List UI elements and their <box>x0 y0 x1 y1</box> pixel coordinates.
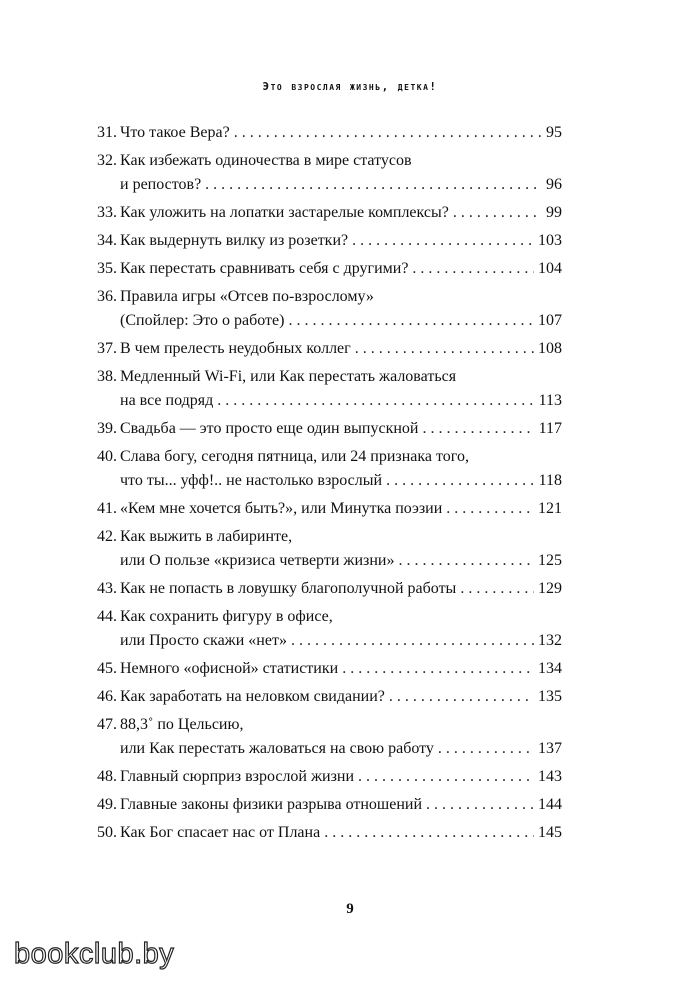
toc-entry <box>97 688 562 712</box>
toc-entry-line <box>97 580 562 604</box>
toc-entry-title: и репостов? <box>120 176 202 193</box>
toc-entry-title: Как сохранить фигуру в офисе, <box>120 608 333 625</box>
toc-entry-number: 31. <box>97 124 117 141</box>
toc-entry-number: 48. <box>97 768 117 785</box>
toc-entry-line <box>97 824 562 848</box>
toc-entry-page: 145 <box>538 824 562 841</box>
dot-leader <box>460 580 534 598</box>
toc-entry-page: 104 <box>538 260 562 277</box>
toc-entry-page: 103 <box>538 232 562 249</box>
toc-entry-number: 36. <box>97 288 117 305</box>
toc-entry-page: 95 <box>546 124 562 141</box>
toc-entry-title: Главные законы физики разрыва отношений <box>120 796 423 813</box>
toc-entry-number: 47. <box>97 716 117 733</box>
toc-entry-line <box>97 152 562 176</box>
toc-entry-number: 39. <box>97 420 117 437</box>
toc-entry-title: «Кем мне хочется быть?», или Минутка поэзии <box>120 500 443 517</box>
toc-entry <box>97 500 562 524</box>
toc-entry-title: Немного «офисной» статистики <box>120 660 339 677</box>
toc-entry-number: 33. <box>97 204 117 221</box>
toc-entry-line <box>97 448 562 472</box>
dot-leader <box>438 740 534 758</box>
toc-entry-page: 137 <box>538 740 562 757</box>
dot-leader <box>291 632 534 650</box>
toc-entry <box>97 340 562 364</box>
dot-leader <box>355 340 534 358</box>
toc-entry-page: 143 <box>538 768 562 785</box>
toc-entry-title: или Просто скажи «нет» <box>120 632 287 649</box>
toc-entry-page: 96 <box>546 176 562 193</box>
running-header: Это взрослая жизнь, детка! <box>262 80 438 93</box>
dot-leader <box>342 660 534 678</box>
toc-entry-line <box>97 288 562 312</box>
toc-entry-number: 46. <box>97 688 117 705</box>
toc-entry <box>97 152 562 200</box>
toc-entry-number: 32. <box>97 152 117 169</box>
toc-entry-line <box>97 420 562 444</box>
dot-leader <box>352 232 534 250</box>
toc-entry-page: 125 <box>538 552 562 569</box>
toc-entry-number: 38. <box>97 368 117 385</box>
toc-entry-number: 34. <box>97 232 117 249</box>
toc-entry-line <box>97 472 562 496</box>
toc-entry <box>97 528 562 576</box>
toc-entry-line <box>97 204 562 228</box>
toc-entry-line <box>97 660 562 684</box>
toc-entry-title: или О пользе «кризиса четверти жизни» <box>120 552 395 569</box>
toc-entry-number: 50. <box>97 824 117 841</box>
toc-entry-page: 107 <box>538 312 562 329</box>
toc-entry-title: Слава богу, сегодня пятница, или 24 признака того, <box>120 448 469 465</box>
toc-entry-line <box>97 552 562 576</box>
toc-entry-number: 42. <box>97 528 117 545</box>
toc-entry <box>97 368 562 416</box>
toc-entry-line <box>97 312 562 336</box>
toc-entry-title: Главный сюрприз взрослой жизни <box>120 768 355 785</box>
dot-leader <box>398 552 534 570</box>
toc-entry-number: 41. <box>97 500 117 517</box>
toc-entry <box>97 420 562 444</box>
toc-entry-number: 45. <box>97 660 117 677</box>
toc-entry-title: Как избежать одиночества в мире статусов <box>120 152 412 169</box>
toc-entry-title: Как выдернуть вилку из розетки? <box>120 232 349 249</box>
toc-entry-page: 134 <box>538 660 562 677</box>
toc-entry-title: В чем прелесть неудобных коллег <box>120 340 351 357</box>
toc-entry-page: 99 <box>546 204 562 221</box>
toc-entry <box>97 580 562 604</box>
toc-entry-title: Медленный Wi-Fi, или Как перестать жаловаться <box>120 368 457 385</box>
toc-entry-line <box>97 500 562 524</box>
toc-entry-number: 49. <box>97 796 117 813</box>
toc-entry <box>97 796 562 820</box>
toc-entry <box>97 204 562 228</box>
toc-entry <box>97 124 562 148</box>
toc-entry-title: на все подряд <box>120 392 214 409</box>
toc-entry <box>97 660 562 684</box>
dot-leader <box>217 392 534 410</box>
toc-entry-page: 108 <box>538 340 562 357</box>
toc-entry-title: Правила игры «Отсев по-взрослому» <box>120 288 374 305</box>
toc-entry-title: Как перестать сравнивать себя с другими? <box>120 260 409 277</box>
toc-entry <box>97 824 562 848</box>
watermark-logo: bookclub.by <box>14 938 175 970</box>
toc-entry <box>97 768 562 792</box>
dot-leader <box>389 688 534 706</box>
toc-entry <box>97 260 562 284</box>
toc-entry-line <box>97 368 562 392</box>
toc-entry-line <box>97 260 562 284</box>
dot-leader <box>446 500 534 518</box>
toc-entry-title: Как Бог спасает нас от Плана <box>120 824 321 841</box>
toc-entry-title: (Спойлер: Это о работе) <box>120 312 285 329</box>
toc-entry-line <box>97 688 562 712</box>
toc-entry <box>97 288 562 336</box>
dot-leader <box>234 124 542 142</box>
toc-entry-number: 37. <box>97 340 117 357</box>
toc-entry-title: Что такое Вера? <box>120 124 230 141</box>
dot-leader <box>358 768 534 786</box>
toc-entry <box>97 232 562 256</box>
toc-entry-line <box>97 796 562 820</box>
dot-leader <box>205 176 542 194</box>
dot-leader <box>412 260 534 278</box>
toc-entry-line <box>97 768 562 792</box>
toc-entry-number: 43. <box>97 580 117 597</box>
toc-entry-page: 129 <box>538 580 562 597</box>
toc-entry-number: 44. <box>97 608 117 625</box>
toc-entry-title: Как выжить в лабиринте, <box>120 528 293 545</box>
toc-entry-line <box>97 176 562 200</box>
toc-entry-page: 144 <box>538 796 562 813</box>
toc-entry-title: Как уложить на лопатки застарелые комплексы? <box>120 204 449 221</box>
toc-entry <box>97 608 562 656</box>
toc-entry <box>97 448 562 496</box>
toc-entry-page: 118 <box>538 472 562 489</box>
toc-entry-line <box>97 528 562 552</box>
toc-entry-number: 40. <box>97 448 117 465</box>
dot-leader <box>426 796 534 814</box>
dot-leader <box>453 204 542 222</box>
toc-entry-line <box>97 740 562 764</box>
dot-leader <box>422 420 534 438</box>
toc-entry-title: что ты... уфф!.. не настолько взрослый <box>120 472 383 489</box>
toc-entry-line <box>97 340 562 364</box>
dot-leader <box>324 824 534 842</box>
toc-entry-line <box>97 632 562 656</box>
toc-entry-line <box>97 392 562 416</box>
dot-leader <box>386 472 535 490</box>
toc-entry-line <box>97 124 562 148</box>
toc-entry-number: 35. <box>97 260 117 277</box>
page-number: 9 <box>346 901 354 917</box>
table-of-contents <box>97 124 562 852</box>
dot-leader <box>288 312 534 330</box>
toc-entry <box>97 716 562 764</box>
toc-entry-page: 132 <box>538 632 562 649</box>
toc-entry-title: или Как перестать жаловаться на свою работу <box>120 740 434 757</box>
toc-entry-title: 88,3˚ по Цельсию, <box>120 716 244 733</box>
toc-entry-title: Как заработать на неловком свидании? <box>120 688 385 705</box>
toc-entry-line <box>97 232 562 256</box>
toc-entry-page: 135 <box>538 688 562 705</box>
toc-entry-title: Свадьба — это просто еще один выпускной <box>120 420 419 437</box>
toc-entry-title: Как не попасть в ловушку благополучной работы <box>120 580 457 597</box>
toc-entry-page: 113 <box>538 392 562 409</box>
toc-entry-line <box>97 608 562 632</box>
toc-entry-page: 117 <box>538 420 562 437</box>
toc-entry-line <box>97 716 562 740</box>
toc-entry-page: 121 <box>538 500 562 517</box>
